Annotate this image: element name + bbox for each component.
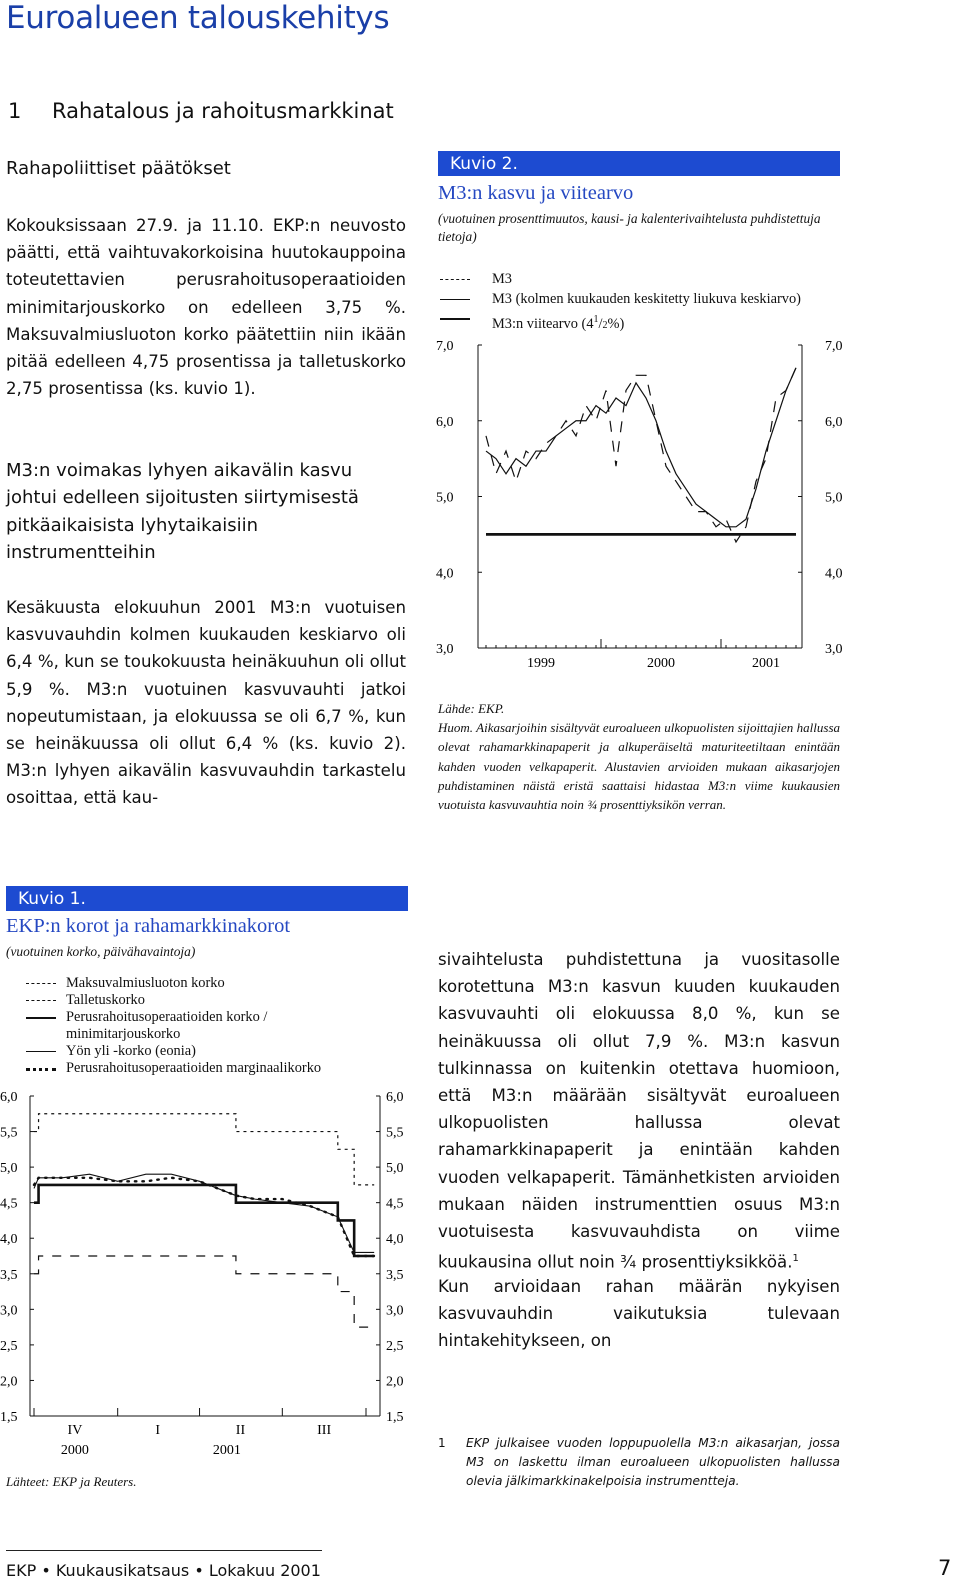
- y-tick-label-left: 3,0: [0, 1303, 18, 1319]
- legend-label-line2: minimitarjouskorko: [66, 1026, 181, 1042]
- legend-swatch-dashed: [440, 279, 470, 280]
- figure2-note: Huom. Aikasarjoihin sisältyvät euroalueen ulkopuolisten sijoittajien hallussa olevat rahamarkkinapaperit ja alkuperäiseltä maturiteetiltaan enintään kahden vuoden velkapaperit. Alustavien arvioiden mukaan aikasarjojen puhdistaminen näistä eristä saattaisi hidastaa M3:n viime kuukausien vuotuista kasvuvauhtia noin ¾ prosenttiyksikön verran.: [438, 720, 840, 813]
- legend-swatch-dots: [26, 1068, 56, 1071]
- legend-label-main: M3:n viitearvo (4: [492, 315, 594, 332]
- legend-label-sub: 2: [602, 319, 608, 331]
- figure2-chart: [430, 330, 860, 690]
- y-tick-label-left: 5,5: [0, 1125, 18, 1141]
- legend-label: Talletuskorko: [66, 992, 145, 1008]
- x-quarter-label: IV: [67, 1423, 83, 1438]
- footnote-number: 1: [438, 1436, 446, 1450]
- legend-label-end: %): [607, 315, 625, 332]
- y-tick-label-right: 2,0: [386, 1374, 404, 1390]
- y-tick-label-left: 1,5: [0, 1410, 18, 1425]
- legend-swatch-thick: [26, 1017, 56, 1019]
- y-tick-label-right: 4,5: [386, 1196, 404, 1212]
- paragraph-2: Kesäkuusta elokuuhun 2001 M3:n vuotuisen kasvuvauhdin kolmen kuukauden keskiarvo oli 6,4 %, kun se toukokuusta heinäkuuhun oli ollut 5,9 %. M3:n vuotuinen kasvuvauhti jatkoi nopeutumistaan, ja elokuussa se oli 6,7 %, kun se heinäkuussa oli ollut 6,4 % (ks. kuvio 2). M3:n lyhyen aikavälin kasvuvauhdin tarkastelu osoittaa, että kau-: [6, 598, 406, 808]
- y-tick-label-right: 4,0: [825, 566, 843, 582]
- figure1-source: Lähteet: EKP ja Reuters.: [6, 1474, 137, 1489]
- figure2-source: Lähde: EKP.: [438, 701, 505, 716]
- figure2-title: M3:n kasvu ja viitearvo: [438, 182, 634, 204]
- legend-label-line1: Perusrahoitusoperaatioiden korko /: [66, 1009, 268, 1025]
- footer-rule: [6, 1550, 322, 1551]
- legend-item-mro: [26, 1009, 406, 1043]
- series-line-3: [34, 1185, 374, 1256]
- x-tick-label: 2001: [752, 656, 780, 671]
- x-quarter-label: I: [155, 1423, 161, 1438]
- y-tick-label-right: 3,0: [825, 642, 843, 657]
- series-line-2: [486, 368, 796, 527]
- section-title: Rahatalous ja rahoitusmarkkinat: [52, 99, 394, 123]
- footnote-text: EKP julkaisee vuoden loppupuolella M3:n aikasarjan, jossa M3 on laskettu ilman euroalueen ulkopuolisten hallussa olevia jälkimarkkinakelpoisia instrumentteja.: [466, 1436, 840, 1488]
- y-tick-label-left: 4,5: [0, 1196, 18, 1212]
- legend-swatch-dashed: [26, 1000, 56, 1001]
- y-tick-label-left: 4,0: [0, 1232, 18, 1248]
- figure2-label: Kuvio 2.: [438, 151, 840, 176]
- y-tick-label-left: 3,0: [436, 642, 454, 657]
- y-tick-label-left: 7,0: [436, 339, 454, 354]
- y-tick-label-right: 6,0: [825, 414, 843, 430]
- series-line-1: [486, 368, 796, 542]
- legend-item-m3-average: [440, 291, 850, 311]
- page-number: 7: [938, 1556, 952, 1580]
- y-tick-label-left: 2,5: [0, 1338, 18, 1354]
- figure2-legend: [440, 271, 850, 331]
- legend-item-marginal-rate: [26, 1060, 406, 1077]
- footnote-ref: 1: [792, 1253, 799, 1265]
- series-line-5: [34, 1178, 374, 1256]
- y-tick-label-right: 1,5: [386, 1410, 404, 1425]
- x-tick-label: 1999: [527, 656, 555, 671]
- series-line-2: [34, 1256, 374, 1327]
- legend-swatch-dotdash: [26, 983, 56, 984]
- figure1-legend: [26, 975, 406, 1080]
- legend-item-marginal-lending: [26, 975, 406, 992]
- legend-label: M3 (kolmen kuukauden keskitetty liukuva keskiarvo): [492, 291, 801, 307]
- y-tick-label-right: 4,0: [386, 1232, 404, 1248]
- legend-label: Yön yli -korko (eonia): [66, 1043, 196, 1059]
- legend-item-m3: [440, 271, 850, 291]
- legend-label: Maksuvalmiusluoton korko: [66, 975, 225, 991]
- legend-item-deposit: [26, 992, 406, 1009]
- legend-label-sup: 1: [593, 314, 599, 325]
- paragraph-1: Kokouksissaan 27.9. ja 11.10. EKP:n neuvosto päätti, että vaihtuvakorkoisina huutokauppoina toteutettavien perusrahoitusoperaatioiden minimitarjouskorko on edelleen 3,75 %. Maksuvalmiusluoton korko päätettiin niin ikään pitää edelleen 4,75 prosentissa ja talletuskorko 2,75 prosentissa (ks. kuvio 1).: [6, 216, 406, 399]
- footer-text: EKP • Kuukausikatsaus • Lokakuu 2001: [6, 1561, 321, 1580]
- x-year-label: 2001: [212, 1443, 241, 1458]
- y-tick-label-left: 4,0: [436, 566, 454, 582]
- x-quarter-label: III: [317, 1423, 332, 1438]
- legend-swatch-thick: [440, 318, 470, 320]
- legend-item-eonia: [26, 1043, 406, 1060]
- subheading: Rahapoliittiset päätökset: [6, 158, 231, 179]
- y-tick-label-right: 7,0: [825, 339, 843, 354]
- section-heading: [8, 99, 394, 123]
- y-tick-label-right: 3,5: [386, 1267, 404, 1283]
- x-tick-label: 2000: [647, 656, 675, 671]
- legend-label: Perusrahoitusoperaatioiden marginaalikorko: [66, 1060, 322, 1076]
- y-tick-label-left: 6,0: [0, 1090, 18, 1105]
- figure1-label: Kuvio 1.: [6, 886, 408, 911]
- paragraph-4: Kun arvioidaan rahan määrän nykyisen kasvuvauhdin vaikutuksia tulevaan hintakehitykseen, on: [438, 1277, 840, 1351]
- document-title: Euroalueen talouskehitys: [6, 0, 390, 36]
- y-tick-label-right: 5,5: [386, 1125, 404, 1141]
- y-tick-label-right: 3,0: [386, 1303, 404, 1319]
- figure1-title: EKP:n korot ja rahamarkkinakorot: [6, 915, 291, 937]
- y-tick-label-left: 5,0: [0, 1161, 18, 1177]
- legend-swatch-thin: [26, 1051, 56, 1052]
- y-tick-label-right: 2,5: [386, 1338, 404, 1354]
- y-tick-label-right: 6,0: [386, 1090, 404, 1105]
- paragraph-3: [438, 946, 840, 1276]
- legend-swatch-thin: [440, 299, 470, 300]
- series-line-1: [34, 1114, 374, 1185]
- paragraph-3-text: sivaihtelusta puhdistettuna ja vuositasolle korotettuna M3:n kasvun kuuden kuukauden kasvuvauhti oli elokuussa 8,0 %, kun se heinäkuussa oli ollut 7,9 %. M3:n kasvun tulkinnassa on kuitenkin otettava huomioon, että M3:n määrään sisältyvät euroalueen ulkopuolisten hallussa olevat rahamarkkinapaperit ja enintään kahden vuoden velkapaperit. Tämänhetkisten arvioiden mukaan näiden instrumenttien osuus M3:n vuotuisesta kasvuvauhdista on viime kuukausina ollut noin ¾ prosenttiyksikköä.: [438, 950, 840, 1272]
- y-tick-label-left: 6,0: [436, 414, 454, 430]
- figure1-chart: [0, 1080, 420, 1460]
- legend-item-reference: [440, 311, 850, 331]
- x-year-label: 2000: [60, 1443, 89, 1458]
- section-number: 1: [8, 99, 22, 123]
- y-tick-label-left: 3,5: [0, 1267, 18, 1283]
- y-tick-label-left: 2,0: [0, 1374, 18, 1390]
- y-tick-label-right: 5,0: [386, 1161, 404, 1177]
- heading-m3: M3:n voimakas lyhyen aikavälin kasvu johtui edelleen sijoitusten siirtymisestä pitkäaikaisista lyhytaikaisiin instrumentteihin: [6, 460, 359, 564]
- legend-label-slash: /: [598, 315, 603, 332]
- y-tick-label-left: 5,0: [436, 490, 454, 506]
- legend-label: M3: [492, 271, 512, 287]
- x-quarter-label: II: [235, 1423, 246, 1438]
- y-tick-label-right: 5,0: [825, 490, 843, 506]
- figure1-subtitle: (vuotuinen korko, päivähavaintoja): [6, 944, 196, 959]
- figure2-subtitle: (vuotuinen prosenttimuutos, kausi- ja kalenterivaihtelusta puhdistettuja tietoja): [438, 211, 821, 244]
